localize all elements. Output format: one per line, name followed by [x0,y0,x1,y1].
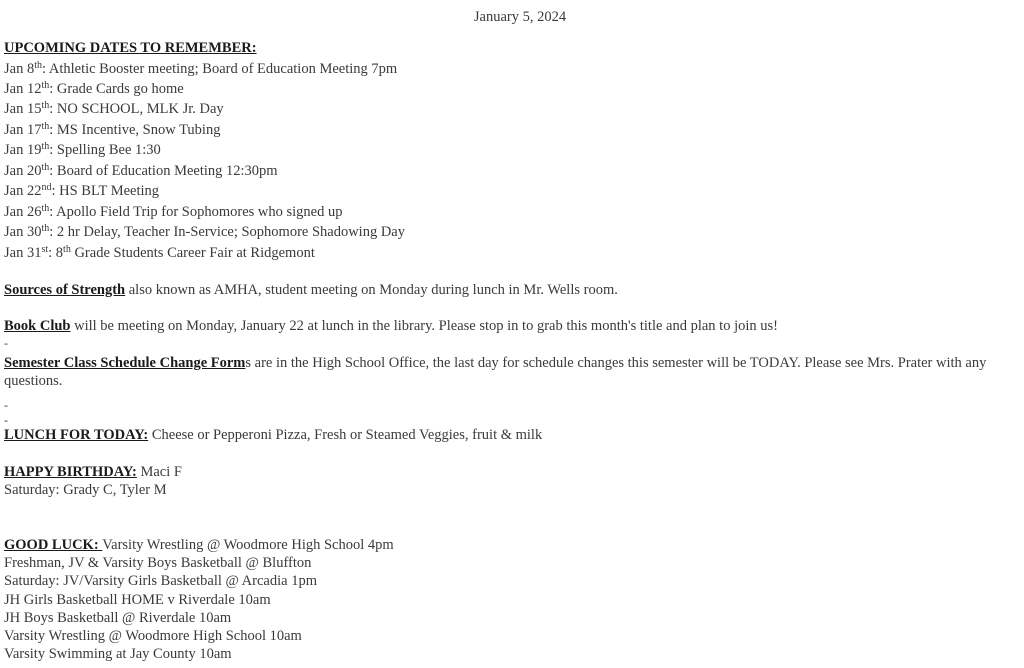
birthday-saturday-line: Saturday: Grady C, Tyler M [4,482,167,498]
date-item: Jan 20th: Board of Education Meeting 12:30pm [4,162,278,179]
sources-of-strength-paragraph: Sources of Strength also known as AMHA, student meeting on Monday during lunch in Mr. Wells room. [4,282,618,298]
lunch-heading: LUNCH FOR TODAY: [4,427,149,443]
book-club-heading: Book Club [4,318,71,334]
sources-of-strength-heading: Sources of Strength [4,282,126,298]
date-item: Jan 26th: Apollo Field Trip for Sophomores who signed up [4,203,343,220]
date-item: Jan 31st: 8th Grade Students Career Fair at Ridgemont [4,244,315,261]
date-item: Jan 12th: Grade Cards go home [4,80,184,97]
good-luck-line: Saturday: JV/Varsity Girls Basketball @ Arcadia 1pm [4,573,317,589]
good-luck-line: JH Girls Basketball HOME v Riverdale 10am [4,592,271,608]
good-luck-line: JH Boys Basketball @ Riverdale 10am [4,610,232,626]
separator-dash: - [4,336,8,350]
date-item: Jan 22nd: HS BLT Meeting [4,182,160,199]
good-luck-paragraph: GOOD LUCK: Varsity Wrestling @ Woodmore High School 4pm [4,537,394,553]
good-luck-line: Freshman, JV & Varsity Boys Basketball @ Bluffton [4,555,312,571]
schedule-change-heading: Semester Class Schedule Change Form [4,355,246,371]
document-date: January 5, 2024 [473,9,567,25]
birthday-heading: HAPPY BIRTHDAY: [4,464,137,480]
schedule-change-paragraph: Semester Class Schedule Change Forms are in the High School Office, the last day for schedule changes this semester will be TODAY. Please see Mrs. Prater with any questions. [4,355,987,389]
date-item: Jan 8th: Athletic Booster meeting; Board of Education Meeting 7pm [4,60,398,77]
good-luck-line: Varsity Swimming at Jay County 10am [4,646,232,662]
date-item: Jan 19th: Spelling Bee 1:30 [4,141,161,158]
separator-dash: - [4,398,8,412]
book-club-paragraph: Book Club will be meeting on Monday, January 22 at lunch in the library. Please stop in to grab this month's title and plan to join us! [4,318,778,334]
date-item: Jan 17th: MS Incentive, Snow Tubing [4,121,221,138]
good-luck-line: Varsity Wrestling @ Woodmore High School 10am [4,628,302,644]
upcoming-dates-heading: UPCOMING DATES TO REMEMBER: [4,40,257,56]
date-item: Jan 15th: NO SCHOOL, MLK Jr. Day [4,100,224,117]
date-item: Jan 30th: 2 hr Delay, Teacher In-Service; Sophomore Shadowing Day [4,223,405,240]
lunch-paragraph: LUNCH FOR TODAY: Cheese or Pepperoni Pizza, Fresh or Steamed Veggies, fruit & milk [4,427,543,443]
separator-dash: - [4,413,8,427]
good-luck-heading: GOOD LUCK: [4,537,103,553]
birthday-paragraph: HAPPY BIRTHDAY: Maci F [4,464,182,480]
